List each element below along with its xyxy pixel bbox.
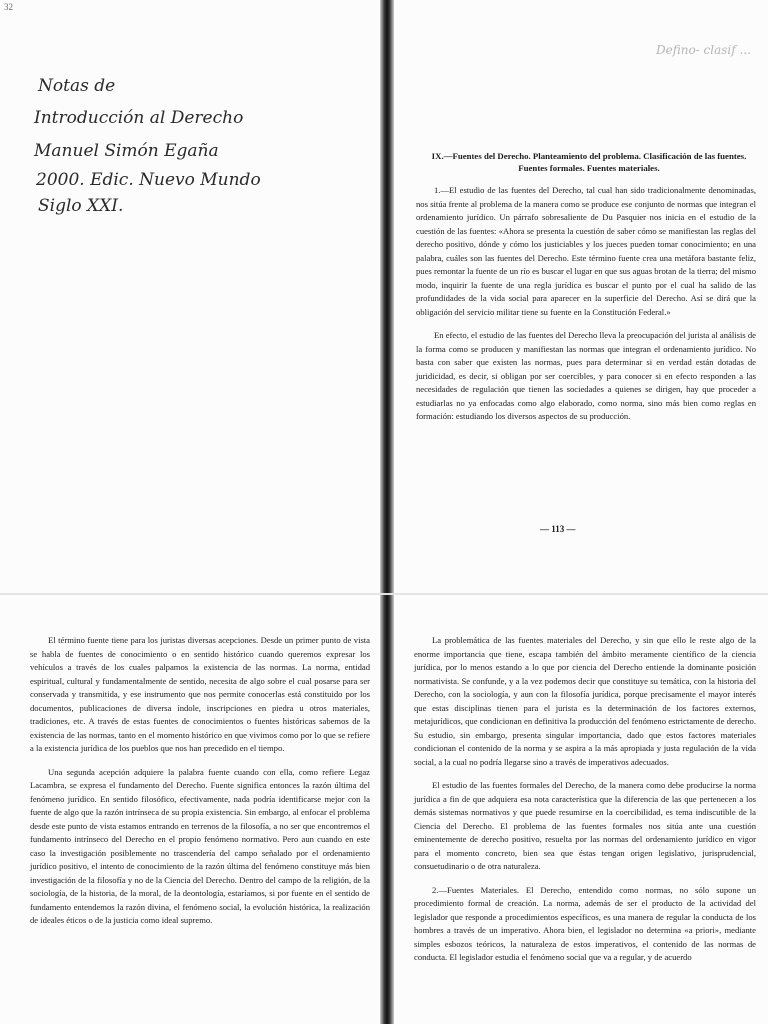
- note-line-3: Manuel Simón Egaña: [34, 141, 219, 161]
- paragraph: El estudio de las fuentes formales del Derecho, de la manera como debe producirse la norma jurídica a fin de que adquiera esa nota característica que la diferencia de las que pertenecen a los demás sistemas normativos y que puede resumirse en la coercibilidad, es tema indiscutible de la Ciencia del Derecho. El problema de las fuentes formales nos sitúa ante una cuestión eminentemente de derecho positivo, resuelta por las normas del ordenamiento jurídico en vigor para el momento concreto, bien sea que éstas tengan origen legislativo, jurisprudencial, consuetudinario o de otra naturaleza.: [414, 780, 756, 871]
- corner-mark: 32: [4, 2, 13, 12]
- scan-page-113: [384, 0, 768, 594]
- paragraph: El término fuente tiene para los juristas diversas acepciones. Desde un primer punto de vista se habla de fuentes de conocimiento o en sentido histórico cuando queremos expresar los vehículos a través de los cuales palpamos la existencia de las normas. La norma, entidad espiritual, cultural y fundamentalmente de sentido, necesita de algo sobre el cual posarse para ser conservada y transmitida, y ese instrumento que nos permite conocerlas está constituido por los documentos, publicaciones de diversa índole, inscripciones en piedra u otros materiales, tradiciones, etc. A través de estas fuentes de conocimientos o fuentes históricas sabemos de la existencia de las normas, tanto en el momento histórico en que vivimos como por lo que se refiere a la existencia jurídica de los pueblos que nos han precedido en el tiempo.: [30, 635, 370, 753]
- page-113-body: [416, 184, 756, 434]
- page-114-body: [30, 634, 370, 938]
- scan-page-114: [0, 594, 384, 1024]
- note-line-4: 2000. Edic. Nuevo Mundo: [36, 170, 261, 190]
- page-number: — 113 —: [540, 524, 576, 534]
- corner-pencil-note: Defino- clasif ...: [656, 43, 751, 57]
- book-spine-shadow: [380, 0, 394, 594]
- page-115-body: [414, 634, 756, 975]
- paragraph: Una segunda acepción adquiere la palabra fuente cuando con ella, como refiere Legaz Lacambra, se expresa el fundamento del Derecho. Fuente significa entonces la razón última del fenómeno jurídico. En sentido filosófico, efectivamente, nada podría identificarse mejor con la fuente de algo que la razón intrínseca de su propia existencia. Sin embargo, al enfocar el problema desde este punto de vista estamos entrando en terrenos de la filosofía, a no ser que encontremos el fundamento intrínseco del Derecho en el propio fenómeno normativo. Pero aun cuando en este caso la investigación posiblemente no trascendería del campo señalado por el ordenamiento jurídico positivo, el intento de conocimiento de la razón última del fenómeno constituye más bien investigación de la filosofía y no de la Ciencia del Derecho. Dentro del campo de la religión, de la sociología, de la historia, de la moral, de la deontología, estaríamos, si por fuente en el sentido de fundamento entendemos la razón divina, el fenómeno social, la evolución histórica, la realización de ideales éticos o de la justicia como ideal supremo.: [30, 766, 370, 925]
- paragraph: En efecto, el estudio de las fuentes del Derecho lleva la preocupación del jurista al análisis de la forma como se producen y manifiestan las normas que integran el ordenamiento jurídico. No basta con saber que existen las normas, pues para determinar si en verdad están dotadas de juridicidad, es decir, si obligan por ser coercibles, y para conocer si en efecto responden a las necesidades de regulación que tienen las sociedades a quienes se dirigen, hay que proceder a estudiarlas no ya enfocadas como algo elaborado, como norma, sino más bien como reglas en formación: estudiando los diversos aspectos de su producción.: [416, 330, 756, 421]
- scan-page-115: [384, 594, 768, 1024]
- scan-seam: [0, 593, 768, 595]
- note-line-5: Siglo XXI.: [38, 196, 124, 216]
- paragraph: 2.—Fuentes Materiales. El Derecho, entendido como normas, no sólo supone un procedimiento formal de creación. La norma, además de ser el producto de la actividad del legislador que responde a procedimientos específicos, es una manera de regular la conducta de los hombres a través de un imperativo. Ahora bien, el legislador no determina «a priori», mediante simples esbozos teóricos, la naturaleza de estos imperativos, el contenido de las normas de conducta. El legislador estudia el fenómeno social que va a regular, y de acuerdo: [414, 884, 756, 962]
- paragraph: La problemática de las fuentes materiales del Derecho, y sin que ello le reste algo de la enorme importancia que tiene, escapa también del ámbito meramente científico de la ciencia jurídica, por lo menos estando a lo que por ciencia del Derecho entiende la dominante posición normativista. Se confunde, y a la vez podemos decir que constituye su temática, con la historia del Derecho, con la sociología, y aun con la filosofía jurídica, porque precisamente el mayor interés que estas disciplinas tienen para el jurista es la determinación de los factores externos, metajurídicos, que condicionan en definitiva la producción del fenómeno estrictamente de derecho. Su estudio, sin embargo, presenta singular importancia, dado que estos factores materiales condicionan el contenido de la norma y se aspira a la más apropiada y justa regulación de la vida social, a la cual no podría llegarse sino a través de imperativos adecuados.: [414, 635, 756, 767]
- paragraph: 1.—El estudio de las fuentes del Derecho, tal cual han sido tradicionalmente denominadas, nos sitúa frente al problema de la manera como se produce ese conjunto de normas que integran el ordenamiento jurídico. Un párrafo sobresaliente de Du Pasquier nos inicia en el estudio de la cuestión de las fuentes: «Ahora se presenta la cuestión de saber cómo se manifiestan las reglas del derecho positivo, dónde y cómo los justiciables y los jueces pueden tomar conocimiento; en una palabra, cuáles son las fuentes del Derecho. Este término fuente crea una metáfora bastante feliz, pues remontar la fuente de un río es buscar el lugar en que sus aguas brotan de la tierra; del mismo modo, inquirir la fuente de una regla jurídica es buscar el punto por el cual ha salido de las profundidades de la vida social para aparecer en la superficie del Derecho. Así se dirá que la obligación del servicio militar tiene su fuente en la Constitución Federal.»: [416, 185, 756, 317]
- scan-top-left-page: [0, 0, 384, 594]
- section-heading: IX.—Fuentes del Derecho. Planteamiento del problema. Clasificación de las fuentes. Fuentes formales. Fuentes materiales.: [431, 151, 747, 173]
- note-line-1: Notas de: [38, 76, 116, 96]
- book-spine-shadow: [380, 594, 394, 1024]
- note-line-2: Introducción al Derecho: [34, 108, 244, 128]
